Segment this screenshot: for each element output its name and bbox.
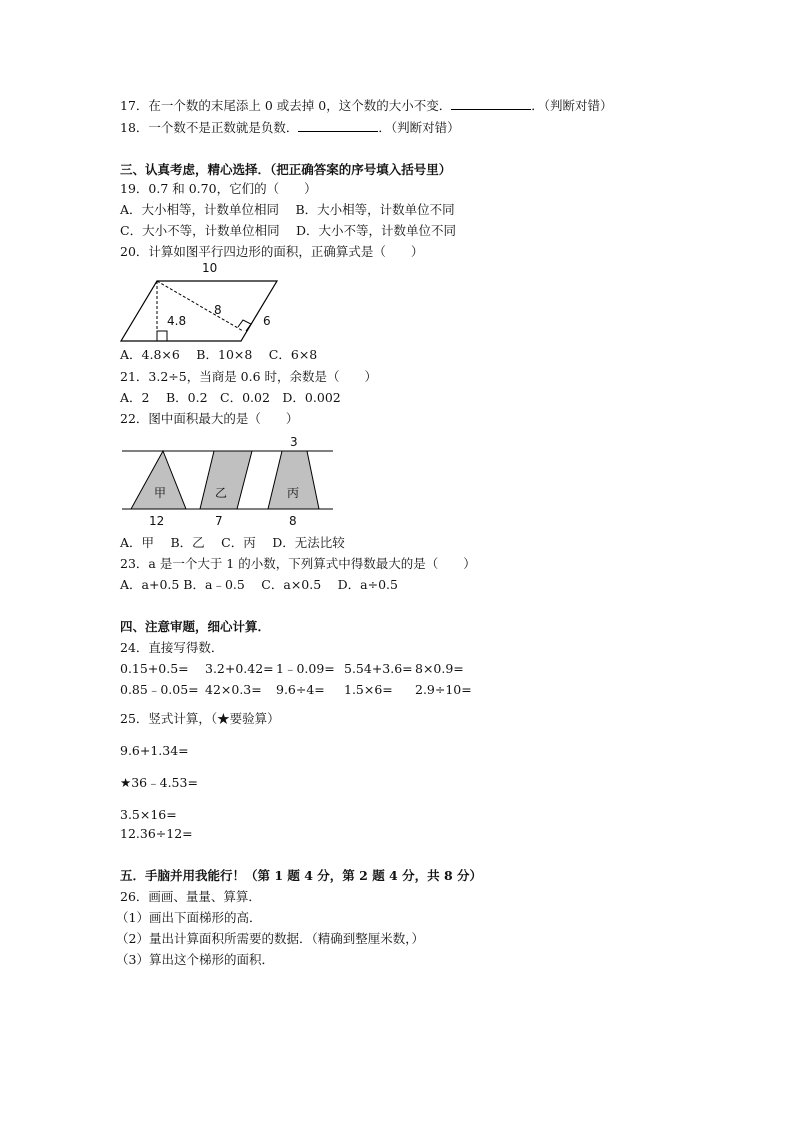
q25-item-1: 9.6+1.34= xyxy=(120,743,189,758)
q25-item-3: 3.5×16= xyxy=(120,807,177,822)
q26-part-2: （2）量出计算面积所需要的数据．（精确到整厘米数，） xyxy=(116,931,424,946)
label-height: 4.8 xyxy=(167,314,187,328)
label-base-3: 8 xyxy=(289,514,297,528)
calc-item: 2.9÷10= xyxy=(415,682,472,697)
label-jia: 甲 xyxy=(154,486,167,500)
q19-options-ab: A．大小相等，计数单位相同 B．大小相等，计数单位不同 xyxy=(120,202,455,217)
label-side: 6 xyxy=(263,314,271,328)
q23-options: A．a+0.5 B．a﹣0.5 C．a×0.5 D．a÷0.5 xyxy=(120,577,398,592)
calc-item: 5.54+3.6= xyxy=(344,661,413,676)
label-base-1: 12 xyxy=(149,514,165,528)
label-top: 3 xyxy=(290,435,298,449)
q25-item-4: 12.36÷12= xyxy=(120,826,193,841)
question-23: 23．a 是一个大于 1 的小数，下列算式中得数最大的是（ ） xyxy=(120,556,476,571)
section-4-heading: 四、注意审题，细心计算． xyxy=(120,619,271,634)
question-25: 25．竖式计算，（★要验算） xyxy=(120,711,280,726)
question-text: 18．一个数不是正数就是负数． xyxy=(120,120,299,135)
section-5-heading: 五．手脑并用我能行！（第 1 题 4 分，第 2 题 4 分，共 8 分） xyxy=(120,868,483,883)
parallelogram-figure xyxy=(121,261,277,341)
question-20: 20．计算如图平行四边形的面积，正确算式是（ ） xyxy=(120,244,424,259)
calc-item: 1﹣0.09= xyxy=(276,661,335,676)
question-text: 17．在一个数的末尾添上 0 或去掉 0，这个数的大小不变． xyxy=(120,98,452,113)
triangle-jia xyxy=(131,451,186,509)
label-base-2: 7 xyxy=(215,514,223,528)
question-22: 22．图中面积最大的是（ ） xyxy=(120,411,299,426)
label-top: 10 xyxy=(202,261,218,275)
q26-part-1: （1）画出下面梯形的高． xyxy=(116,910,262,925)
calc-item: 0.85﹣0.05= xyxy=(120,682,199,697)
calc-item: 0.15+0.5= xyxy=(120,661,189,676)
calc-item: 3.2+0.42= xyxy=(205,661,274,676)
calc-item: 8×0.9= xyxy=(415,661,464,676)
q20-options: A．4.8×6 B．10×8 C．6×8 xyxy=(120,347,318,362)
label-bing: 丙 xyxy=(287,486,300,500)
q22-options: A．甲 B．乙 C．丙 D．无法比较 xyxy=(120,535,345,550)
label-yi: 乙 xyxy=(215,486,228,500)
parallelogram xyxy=(121,281,277,341)
calc-item: 42×0.3= xyxy=(205,682,262,697)
question-suffix: ．（判断对错） xyxy=(531,98,613,113)
q21-options: A．2 B．0.2 C．0.02 D．0.002 xyxy=(120,390,341,405)
parallelogram-yi xyxy=(200,451,252,509)
q26-part-3: （3）算出这个梯形的面积． xyxy=(116,952,274,967)
question-26: 26．画画、量量、算算． xyxy=(120,889,261,904)
shapes-figure xyxy=(122,435,333,528)
question-suffix: ．（判断对错） xyxy=(378,120,460,135)
right-angle-mark xyxy=(157,331,167,341)
question-21: 21．3.2÷5，当商是 0.6 时，余数是（ ） xyxy=(120,369,378,384)
calc-item: 9.6÷4= xyxy=(276,682,325,697)
q25-item-2: ★36﹣4.53= xyxy=(120,775,198,790)
section-3-heading: 三、认真考虑，精心选择．（把正确答案的序号填入括号里） xyxy=(120,162,452,177)
calc-item: 1.5×6= xyxy=(344,682,393,697)
question-19: 19．0.7 和 0.70，它们的（ ） xyxy=(120,181,317,196)
question-24: 24．直接写得数． xyxy=(120,640,224,655)
label-diagonal: 8 xyxy=(214,303,222,317)
q19-options-cd: C．大小不等，计数单位相同 D．大小不等，计数单位不同 xyxy=(120,223,457,238)
trapezoid-bing xyxy=(268,451,319,509)
